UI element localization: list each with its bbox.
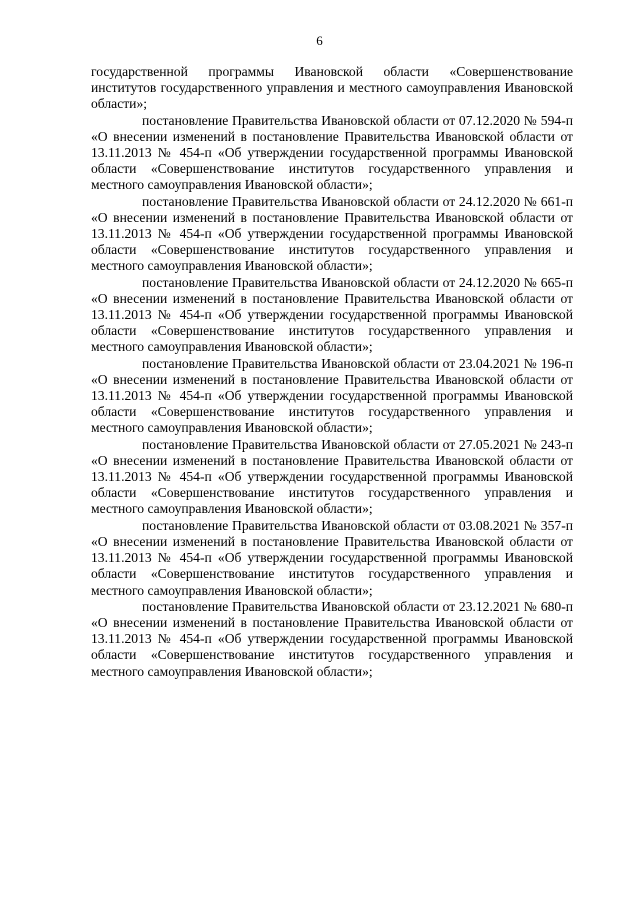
- resolution-paragraph: постановление Правительства Ивановской области от 23.04.2021 № 196-п «О внесении изменений в постановление Правительства Ивановской области от 13.11.2013 № 454-п «Об утверждении государственной программы Ивановской области «Совершенствование институтов государственного управления и местного самоуправления Ивановской области»;: [91, 355, 573, 436]
- resolution-paragraph: постановление Правительства Ивановской области от 27.05.2021 № 243-п «О внесении изменений в постановление Правительства Ивановской области от 13.11.2013 № 454-п «Об утверждении государственной программы Ивановской области «Совершенствование институтов государственного управления и местного самоуправления Ивановской области»;: [91, 436, 573, 517]
- resolution-paragraph: постановление Правительства Ивановской области от 23.12.2021 № 680-п «О внесении изменений в постановление Правительства Ивановской области от 13.11.2013 № 454-п «Об утверждении государственной программы Ивановской области «Совершенствование институтов государственного управления и местного самоуправления Ивановской области»;: [91, 598, 573, 679]
- resolution-paragraph: постановление Правительства Ивановской области от 24.12.2020 № 665-п «О внесении изменений в постановление Правительства Ивановской области от 13.11.2013 № 454-п «Об утверждении государственной программы Ивановской области «Совершенствование институтов государственного управления и местного самоуправления Ивановской области»;: [91, 274, 573, 355]
- resolution-paragraph: постановление Правительства Ивановской области от 03.08.2021 № 357-п «О внесении изменений в постановление Правительства Ивановской области от 13.11.2013 № 454-п «Об утверждении государственной программы Ивановской области «Совершенствование институтов государственного управления и местного самоуправления Ивановской области»;: [91, 517, 573, 598]
- document-body: [91, 64, 573, 680]
- resolution-paragraph: постановление Правительства Ивановской области от 07.12.2020 № 594-п «О внесении изменений в постановление Правительства Ивановской области от 13.11.2013 № 454-п «Об утверждении государственной программы Ивановской области «Совершенствование институтов государственного управления и местного самоуправления Ивановской области»;: [91, 112, 573, 193]
- page-number: 6: [316, 33, 323, 48]
- continued-paragraph: государственной программы Ивановской области «Совершенствование институтов государственного управления и местного самоуправления Ивановской области»;: [91, 64, 573, 112]
- resolution-paragraph: постановление Правительства Ивановской области от 24.12.2020 № 661-п «О внесении изменений в постановление Правительства Ивановской области от 13.11.2013 № 454-п «Об утверждении государственной программы Ивановской области «Совершенствование институтов государственного управления и местного самоуправления Ивановской области»;: [91, 193, 573, 274]
